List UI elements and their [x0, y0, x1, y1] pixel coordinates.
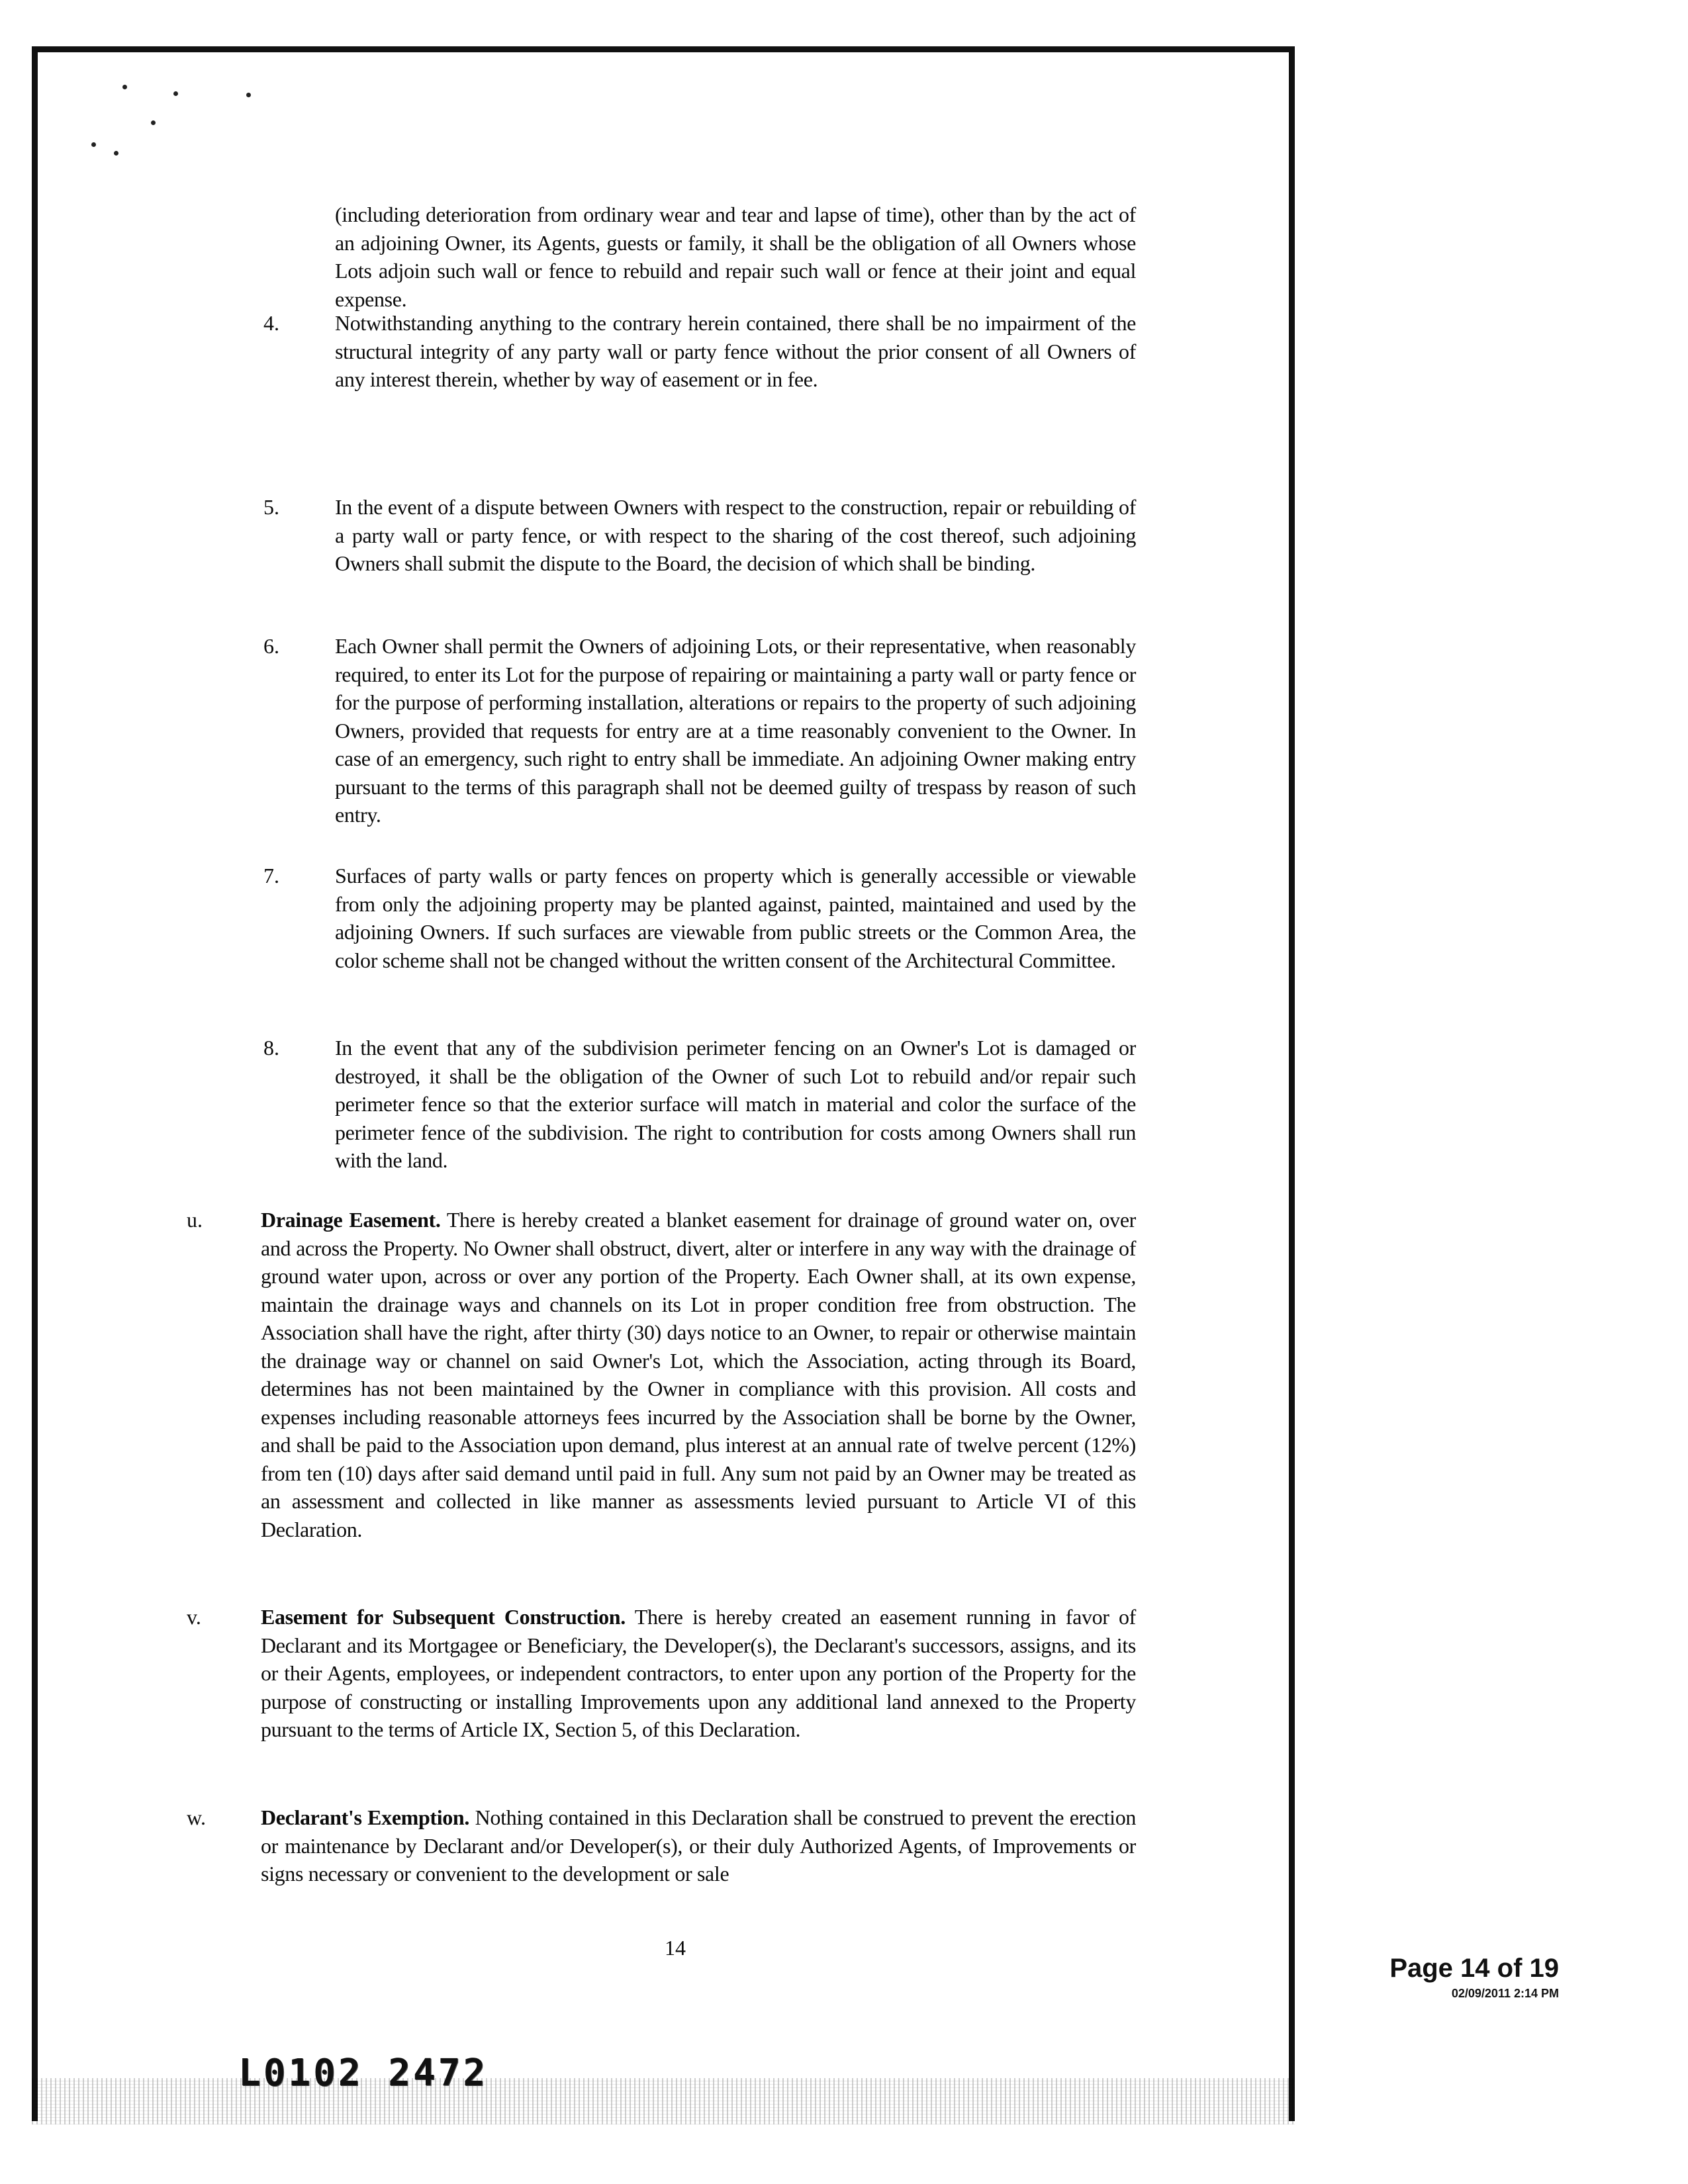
- scan-speck: [122, 85, 127, 89]
- section-letter: v.: [187, 1605, 201, 1629]
- scan-speck: [91, 142, 96, 147]
- item-number: 4.: [263, 311, 279, 335]
- section-v-subsequent-construction: [261, 1603, 1136, 1744]
- section-body: Nothing contained in this Declaration shall be construed to prevent the erection or maintenance by Declarant and/or Developer(s), or their duly Authorized Agents, of Improvements or signs necessary or convenient to the development or sale: [261, 1805, 1136, 1886]
- paragraph-4: Notwithstanding anything to the contrary herein contained, there shall be no impairment of the structural integrity of any party wall or party fence without the prior consent of all Owners of any interest therein, whether by way of easement or in fee.: [335, 311, 1136, 391]
- fax-page-label: Page 14 of 19: [1389, 1954, 1559, 1983]
- section-letter: u.: [187, 1208, 203, 1232]
- scan-speck: [114, 151, 118, 156]
- section-w-declarants-exemption: [261, 1803, 1136, 1888]
- section-heading: Easement for Subsequent Construction.: [261, 1605, 626, 1629]
- scan-speck: [151, 120, 156, 125]
- bates-stamp: L0102 2472: [238, 2052, 489, 2095]
- section-body: There is hereby created a blanket easement for drainage of ground water on, over and across the Property. No Owner shall obstruct, divert, alter or interfere in any way with the drainage of ground water upon, across or over any portion of the Property. Each Owner shall, at its own expense, maintain the drainage ways and channels on its Lot in proper condition free from obstruction. The Association shall have the right, after thirty (30) days notice to an Owner, to repair or otherwise maintain the drainage way or channel on said Owner's Lot, which the Association, acting through its Board, determines has not been maintained by the Owner in compliance with this provision. All costs and expenses including reasonable attorneys fees incurred by the Association shall be borne by the Owner, and shall be paid to the Association upon demand, plus interest at an annual rate of twelve percent (12%) from ten (10) days after said demand until paid in full. Any sum not paid by an Owner may be treated as an assessment and collected in like manner as assessments levied pursuant to Article VI of this Declaration.: [261, 1208, 1136, 1541]
- section-u-drainage-easement: [261, 1206, 1136, 1543]
- section-heading: Declarant's Exemption.: [261, 1805, 470, 1829]
- scan-noise-strip: [32, 2078, 1295, 2124]
- paragraph-6: Each Owner shall permit the Owners of adjoining Lots, or their representative, when reasonably required, to enter its Lot for the purpose of repairing or maintaining a party wall or party fence or for the purpose of performing installation, alterations or repairs to the property of such adjoining Owners, provided that requests for entry are at a time reasonably convenient to the Owner. In case of an emergency, such right to entry shall be immediate. An adjoining Owner making entry pursuant to the terms of this paragraph shall not be deemed guilty of trespass by reason of such entry.: [335, 634, 1136, 827]
- item-number: 5.: [263, 495, 279, 519]
- paragraph-5: In the event of a dispute between Owners with respect to the construction, repair or rebuilding of a party wall or party fence, or with respect to the sharing of the cost thereof, such adjoining Owners shall submit the dispute to the Board, the decision of which shall be binding.: [335, 495, 1136, 575]
- continuation-paragraph: (including deterioration from ordinary wear and tear and lapse of time), other than by the act of an adjoining Owner, its Agents, guests or family, it shall be the obligation of all Owners whose Lots adjoin such wall or fence to rebuild and repair such wall or fence at their joint and equal expense.: [335, 203, 1136, 311]
- fax-timestamp: 02/09/2011 2:14 PM: [1451, 1987, 1559, 2000]
- section-letter: w.: [187, 1805, 207, 1829]
- section-heading: Drainage Easement.: [261, 1208, 441, 1232]
- paragraph-8: In the event that any of the subdivision perimeter fencing on an Owner's Lot is damaged or destroyed, it shall be the obligation of the Owner of such Lot to rebuild and/or repair such perimeter fence so that the exterior surface will match in material and color the surface of the perimeter fence of the subdivision. The right to contribution for costs among Owners shall run with the land.: [335, 1036, 1136, 1172]
- item-number: 7.: [263, 864, 279, 887]
- item-number: 8.: [263, 1036, 279, 1060]
- paragraph-7: Surfaces of party walls or party fences on property which is generally accessible or viewable from only the adjoining property may be planted against, painted, maintained and used by the adjoining Owners. If such surfaces are viewable from public streets or the Common Area, the color scheme shall not be changed without the written consent of the Architectural Committee.: [335, 864, 1136, 972]
- item-number: 6.: [263, 634, 279, 658]
- scan-speck: [173, 91, 178, 96]
- scan-speck: [246, 93, 251, 97]
- section-body: There is hereby created an easement running in favor of Declarant and its Mortgagee or Beneficiary, the Developer(s), the Declarant's successors, assigns, and its or their Agents, employees, or independent contractors, to enter upon any portion of the Property for the purpose of constructing or installing Improvements upon any additional land annexed to the Property pursuant to the terms of Article IX, Section 5, of this Declaration.: [261, 1605, 1136, 1741]
- page-number: 14: [665, 1936, 686, 1960]
